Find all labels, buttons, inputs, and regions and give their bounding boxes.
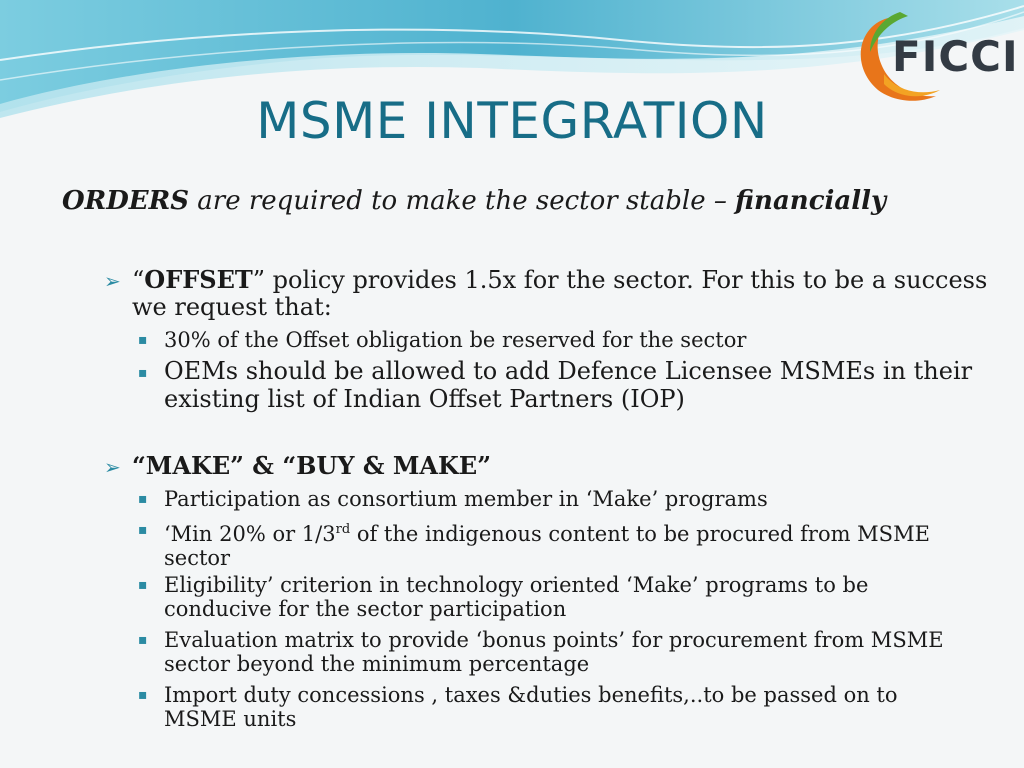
bullet-offset-text <box>132 266 992 321</box>
square-bullet-icon: ▪ <box>138 522 148 538</box>
square-bullet-icon: ▪ <box>138 577 148 593</box>
sub2-before: ‘Min 20% or 1/3 <box>164 522 336 546</box>
sub-item-text: Import duty concessions , taxes &duties benefits,..to be passed on to MSME units <box>164 683 898 731</box>
intro-text: are required to make the sector stable – <box>189 186 736 216</box>
sub-item-text: 30% of the Offset obligation be reserved for the sector <box>164 328 747 352</box>
bullet-make-text <box>132 452 632 480</box>
sub2-superscript: rd <box>335 522 351 537</box>
offset-emphasis: OFFSET <box>144 265 253 294</box>
slide-title: MSME INTEGRATION <box>256 92 768 150</box>
square-bullet-icon: ▪ <box>138 491 148 507</box>
square-bullet-icon: ▪ <box>138 632 148 648</box>
offset-rest: ” policy provides 1.5x for the sector. For this to be a success we request that: <box>132 266 988 321</box>
intro-emphasis-financially: financially <box>735 186 887 216</box>
sub-item-text <box>164 518 964 570</box>
sub-item-text: OEMs should be allowed to add Defence Licensee MSMEs in their existing list of Indian Offset Partners (IOP) <box>164 357 973 413</box>
square-bullet-icon: ▪ <box>138 687 148 703</box>
intro-emphasis-orders: ORDERS <box>62 186 190 216</box>
arrow-bullet-icon: ➢ <box>104 455 121 479</box>
sub-item-text: Evaluation matrix to provide ‘bonus points’ for procurement from MSME sector beyond the minimum percentage <box>164 628 944 676</box>
sub-item-text: Eligibility’ criterion in technology oriented ‘Make’ programs to be conducive for the sector participation <box>164 573 869 621</box>
logo-text: FICCI <box>892 32 1019 81</box>
open-quote: “ <box>132 266 145 294</box>
square-bullet-icon: ▪ <box>138 332 148 348</box>
arrow-bullet-icon: ➢ <box>104 269 121 293</box>
intro-statement <box>62 186 886 216</box>
sub-item-text: Participation as consortium member in ‘Make’ programs <box>164 487 768 511</box>
square-bullet-icon: ▪ <box>138 365 148 381</box>
make-emphasis: “MAKE” & “BUY & MAKE” <box>132 451 492 480</box>
sub2-after: of the indigenous content to be procured from MSME sector <box>164 522 930 570</box>
